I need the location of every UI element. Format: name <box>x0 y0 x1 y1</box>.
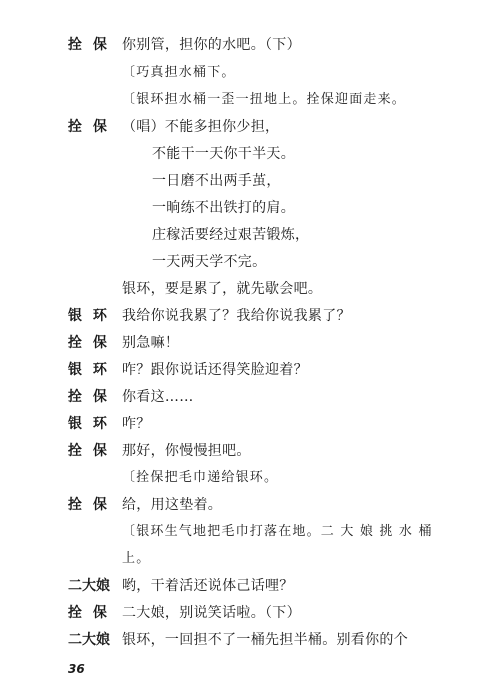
speaker-name: 拴 保 <box>68 335 110 351</box>
dialogue-text: 二大娘，别说笑话啦。（下） <box>122 605 301 621</box>
speaker-name: 二大娘 <box>68 578 110 594</box>
speaker-name: 拴 保 <box>68 389 110 405</box>
page-number: 36 <box>68 662 85 676</box>
dialogue-text: 给，用这垫着。 <box>122 497 223 513</box>
speaker-name: 拴 保 <box>68 443 110 459</box>
speaker-name: 银 环 <box>68 308 110 324</box>
stage-direction-text: 上。 <box>122 551 151 566</box>
speaker-name: 拴 保 <box>68 119 110 135</box>
dialogue-text: 你别管，担你的水吧。（下） <box>122 37 301 53</box>
dialogue-text: 那好，你慢慢担吧。 <box>122 443 251 459</box>
dialogue-text: 别急嘛！ <box>122 335 180 351</box>
dialogue-text: （唱）不能多担你少担， <box>122 119 280 135</box>
speaker-name: 拴 保 <box>68 37 110 53</box>
stage-direction-text: 〔银环生气地把毛巾打落在地。二 大 娘 挑 水 桶 <box>122 524 433 539</box>
stage-direction-text: 〔银环担水桶一歪一扭地上。拴保迎面走来。 <box>122 92 407 107</box>
stage-direction-text: 〔巧真担水桶下。 <box>122 65 236 80</box>
verse-text: 一日磨不出两手茧， <box>152 173 281 189</box>
stage-direction-text: 〔拴保把毛巾递给银环。 <box>122 470 279 485</box>
verse-text: 一天两天学不完。 <box>152 254 267 270</box>
dialogue-text: 你看这…… <box>122 389 194 405</box>
dialogue-text: 银环，一回担不了一桶先担半桶。别看你的个 <box>122 632 408 648</box>
speaker-name: 银 环 <box>68 416 110 432</box>
dialogue-text: 咋？跟你说话还得笑脸迎着？ <box>122 362 308 378</box>
speaker-name: 银 环 <box>68 362 110 378</box>
speaker-name: 拴 保 <box>68 605 110 621</box>
dialogue-text: 银环，要是累了，就先歇会吧。 <box>122 281 323 297</box>
speaker-name: 拴 保 <box>68 497 110 513</box>
verse-text: 一晌练不出铁打的肩。 <box>152 200 295 216</box>
verse-text: 不能干一天你干半天。 <box>152 146 295 162</box>
dialogue-text: 咋？ <box>122 416 151 432</box>
dialogue-text: 哟，干着活还说体己话哩？ <box>122 578 294 594</box>
dialogue-text: 我给你说我累了？我给你说我累了？ <box>122 308 351 324</box>
speaker-name: 二大娘 <box>68 632 110 648</box>
verse-text: 庄稼活要经过艰苦锻炼， <box>152 227 310 243</box>
